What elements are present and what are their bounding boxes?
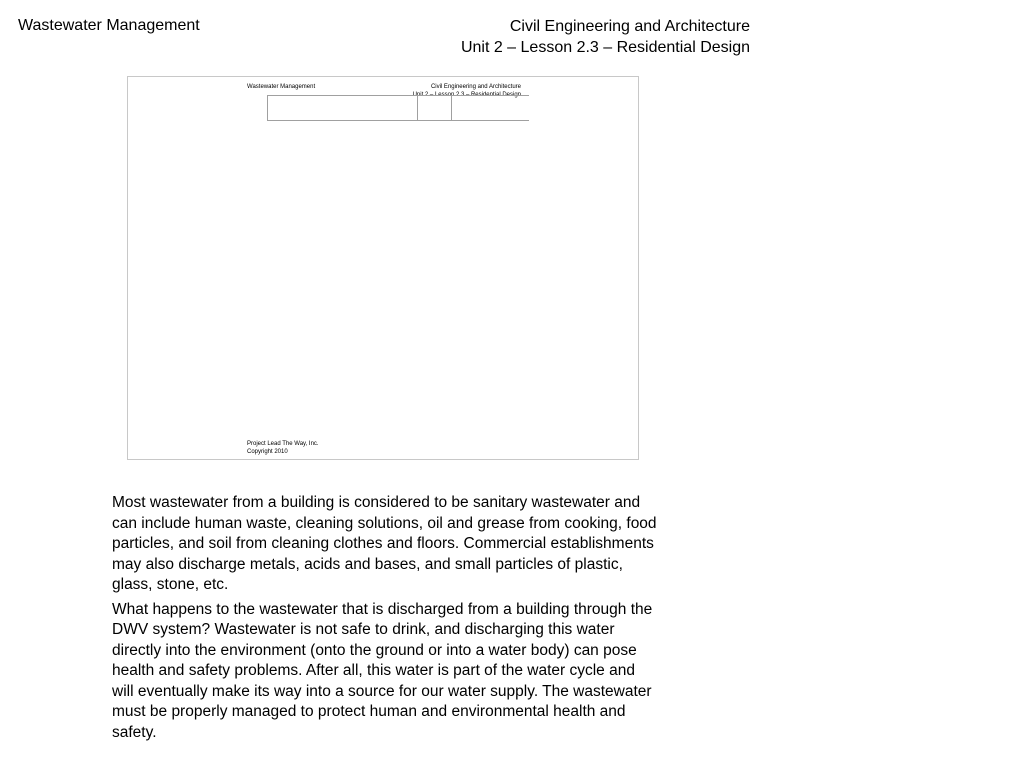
thumbnail-lesson-name: Unit 2 – Lesson 2.3 – Residential Design	[412, 92, 521, 98]
thumbnail-footer	[247, 440, 319, 456]
thumbnail-header-title: Wastewater Management	[247, 84, 316, 90]
thumbnail-footer-org: Project Lead The Way, Inc.	[247, 441, 319, 447]
course-name: Civil Engineering and Architecture	[509, 18, 750, 35]
thumbnail-table-cell	[267, 96, 418, 120]
notes-paragraph: What happens to the wastewater that is discharged from a building through the DWV system? Wastewater is not safe to drink, and discharging this water directly into the environment (onto the ground or into a water body) can pose health and safety problems. After all, this water is part of the water cycle and will eventually make its way into a source for our water supply. The wastewater must be properly managed to protect human and environmental health and safety.	[112, 600, 653, 741]
thumbnail-footer-copyright: Copyright 2010	[247, 449, 288, 455]
notes-paragraph: Most wastewater from a building is considered to be sanitary wastewater and can include human waste, cleaning solutions, oil and grease from cooking, food particles, and soil from cleaning clothes and floors. Commercial establishments may also discharge metals, acids and bases, and small particles of plastic, glass, stone, etc.	[112, 494, 657, 593]
slide-thumbnail	[127, 76, 639, 460]
speaker-notes	[112, 493, 657, 747]
lesson-name: Unit 2 – Lesson 2.3 – Residential Design	[460, 39, 750, 56]
thumbnail-table-cell	[418, 96, 452, 120]
thumbnail-table	[267, 95, 529, 121]
page-header-title: Wastewater Management	[18, 17, 200, 34]
thumbnail-course-name: Civil Engineering and Architecture	[430, 84, 521, 90]
page-header-course	[461, 16, 750, 58]
